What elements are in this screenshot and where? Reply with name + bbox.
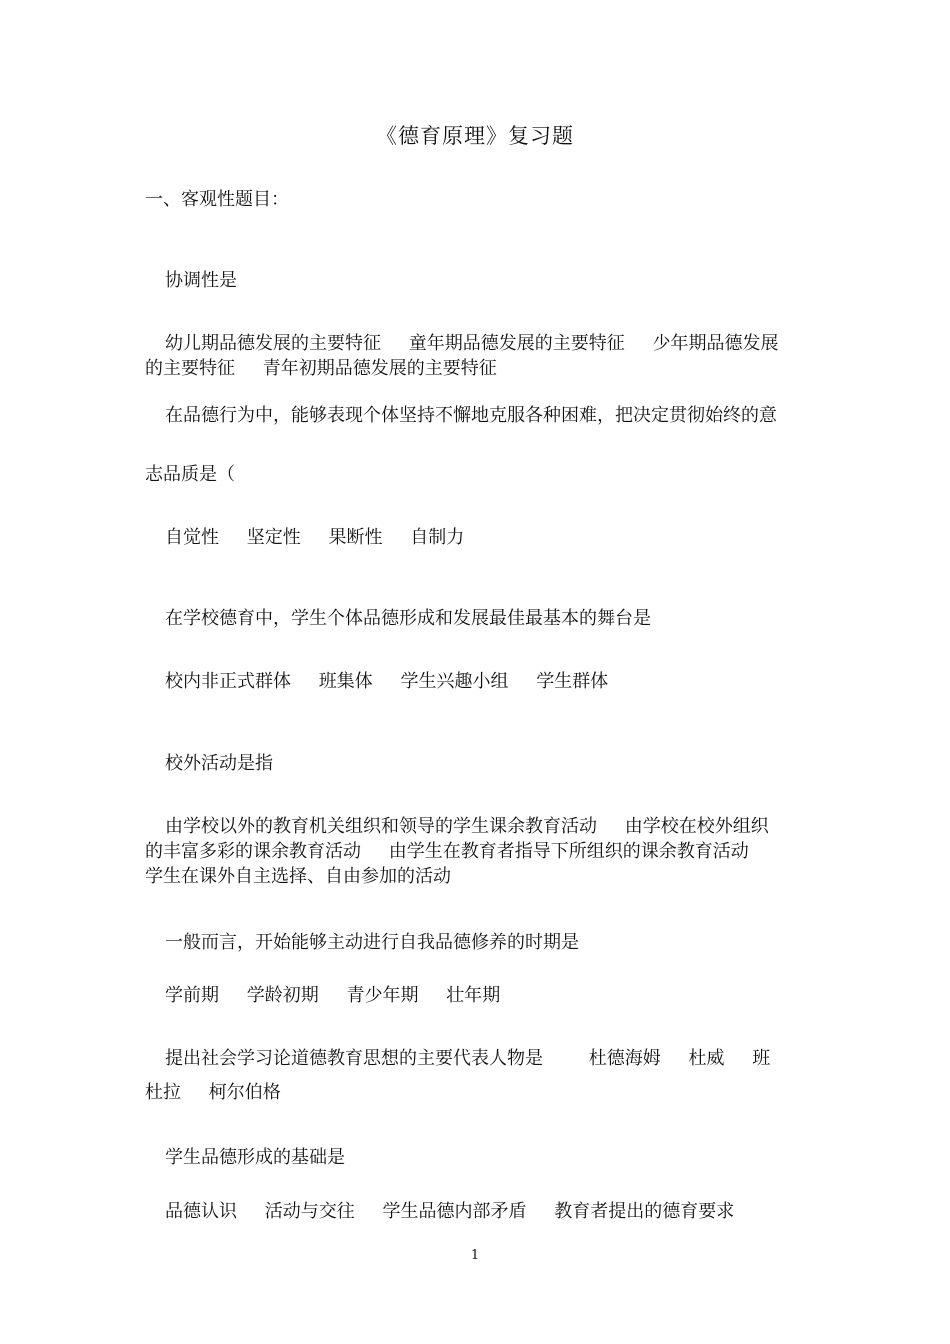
page-number: 1	[470, 1248, 480, 1263]
question-4-options-line-2	[145, 839, 815, 865]
question-5-stem: 一般而言，开始能够主动进行自我品德修养的时期是	[165, 932, 579, 953]
option-c: 果断性	[328, 527, 383, 548]
option-c-part1: 少年期品德发展	[652, 333, 779, 354]
option-a: 校内非正式群体	[165, 671, 291, 692]
option-b: 活动与交往	[264, 1201, 355, 1222]
question-stem-text: 提出社会学习论道德教育思想的主要代表人物是	[165, 1048, 543, 1069]
option-d: 自制力	[410, 527, 465, 548]
option-b-part1: 由学校在校外组织	[624, 816, 769, 837]
question-4-options-line-1	[145, 814, 835, 840]
option-a: 幼儿期品德发展的主要特征	[165, 333, 381, 354]
section-heading: 一、客观性题目：	[145, 189, 289, 210]
question-2-options	[145, 525, 835, 551]
question-2-stem-line-1: 在品德行为中，能够表现个体坚持不懈地克服各种困难，把决定贯彻始终的意	[165, 405, 777, 426]
question-1-stem	[145, 268, 835, 294]
question-6-line-1	[145, 1046, 835, 1072]
question-4-stem: 校外活动是指	[165, 753, 273, 774]
option-a: 学前期	[165, 985, 219, 1006]
question-7-stem: 学生品德形成的基础是	[165, 1147, 345, 1168]
option-b-part2: 的丰富多彩的课余教育活动	[145, 841, 361, 862]
question-2-stem-line-2: 志品质是（	[145, 464, 235, 485]
document-title: 《德育原理》复习题	[376, 124, 574, 148]
option-a: 由学校以外的教育机关组织和领导的学生课余教育活动	[165, 816, 597, 837]
option-d: 壮年期	[446, 985, 501, 1006]
question-6-line-2	[145, 1080, 815, 1106]
option-b: 学龄初期	[246, 985, 319, 1006]
option-a: 杜德海姆	[588, 1048, 661, 1069]
option-b: 班集体	[318, 671, 373, 692]
question-1-options-line-2	[145, 356, 815, 382]
option-c-part2: 的主要特征	[145, 358, 235, 379]
option-a: 品德认识	[165, 1201, 237, 1222]
option-b: 坚定性	[246, 527, 301, 548]
option-d: 教育者提出的德育要求	[554, 1201, 735, 1222]
question-1-options-line-1	[145, 331, 835, 357]
option-d: 学生在课外自主选择、自由参加的活动	[145, 866, 451, 887]
option-b: 童年期品德发展的主要特征	[408, 333, 625, 354]
question-4-options-line-3	[145, 864, 815, 890]
option-d: 青年初期品德发展的主要特征	[262, 358, 497, 379]
question-3-stem: 在学校德育中，学生个体品德形成和发展最佳最基本的舞台是	[165, 608, 651, 629]
option-c-part2: 杜拉	[145, 1082, 181, 1103]
option-d: 柯尔伯格	[208, 1082, 281, 1103]
option-c-part1: 班	[752, 1048, 771, 1069]
option-c: 由学生在教育者指导下所组织的课余教育活动	[388, 841, 749, 862]
option-c: 学生兴趣小组	[400, 671, 509, 692]
option-d: 学生群体	[536, 671, 609, 692]
option-c: 青少年期	[346, 985, 419, 1006]
question-7-options	[145, 1199, 835, 1225]
question-stem-text: 协调性是	[165, 270, 237, 291]
option-b: 杜威	[688, 1048, 725, 1069]
question-5-options	[145, 983, 835, 1009]
option-c: 学生品德内部矛盾	[382, 1201, 527, 1222]
question-3-options	[145, 669, 835, 695]
option-a: 自觉性	[165, 527, 219, 548]
